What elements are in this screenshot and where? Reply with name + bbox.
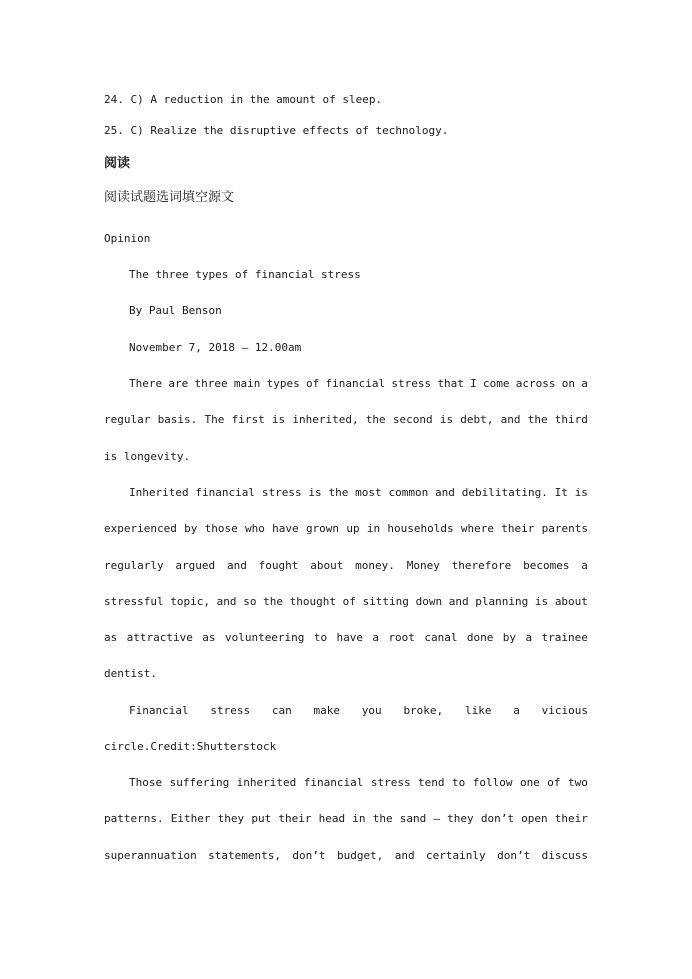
word: I <box>470 377 477 390</box>
word: is <box>574 486 588 499</box>
word: experienced <box>104 522 177 535</box>
word: sitting <box>362 595 409 608</box>
word: and <box>226 559 247 572</box>
word: regular <box>104 413 151 426</box>
word: in <box>366 522 381 535</box>
word: is <box>439 413 454 426</box>
word: inherited <box>236 776 297 789</box>
word: they <box>447 812 474 825</box>
word: stress <box>391 377 432 390</box>
word: Either <box>170 812 211 825</box>
image-caption-credit: circle.Credit:Shutterstock <box>104 740 277 753</box>
word: can <box>271 704 292 717</box>
word: inherited, <box>292 413 359 426</box>
word: on <box>561 377 575 390</box>
word: attractive <box>126 631 193 644</box>
word: and <box>500 413 521 426</box>
word: Those <box>129 776 163 789</box>
word: Money <box>406 559 440 572</box>
word: discuss <box>541 849 588 862</box>
body-line <box>104 812 588 826</box>
word: by <box>184 522 198 535</box>
word: to <box>452 776 466 789</box>
answer-25: 25. C) Realize the disruptive effects of technology. <box>104 124 449 137</box>
word: debt, <box>460 413 494 426</box>
word: across <box>515 377 556 390</box>
word: their <box>278 812 312 825</box>
word: Financial <box>129 704 189 717</box>
word: don’t <box>480 812 514 825</box>
word: types <box>266 377 300 390</box>
word: therefore <box>451 559 512 572</box>
word: the <box>372 812 393 825</box>
word: as <box>104 631 118 644</box>
body-line <box>104 413 588 427</box>
word: volunteering <box>224 631 305 644</box>
word: and <box>216 595 237 608</box>
word: stressful <box>104 595 164 608</box>
word: follow <box>472 776 513 789</box>
word: is <box>308 486 322 499</box>
word: trainee <box>541 631 588 644</box>
word: and <box>448 595 469 608</box>
body-line <box>129 776 588 790</box>
word: main <box>233 377 261 390</box>
word: have <box>272 522 299 535</box>
word: three <box>194 377 228 390</box>
image-caption-line <box>129 704 588 718</box>
word: is <box>534 595 549 608</box>
word: those <box>204 522 238 535</box>
word: stress <box>370 776 411 789</box>
word: budget, <box>336 849 384 862</box>
word: as <box>202 631 216 644</box>
word: It <box>554 486 568 499</box>
word: their <box>501 522 535 535</box>
word: argued <box>175 559 216 572</box>
word: about <box>554 595 588 608</box>
word: canal <box>424 631 458 644</box>
word: are <box>168 377 189 390</box>
word: fought <box>258 559 299 572</box>
word: parents <box>541 522 588 535</box>
answer-24: 24. C) A reduction in the amount of sleep. <box>104 93 383 106</box>
word: don’t <box>497 849 531 862</box>
body-line: dentist. <box>104 667 157 680</box>
word: broke, <box>403 704 444 717</box>
word: and <box>435 486 455 499</box>
word: a <box>372 631 380 644</box>
word: suffering <box>169 776 230 789</box>
body-line <box>129 486 588 500</box>
word: by <box>502 631 517 644</box>
body-line: is longevity. <box>104 450 191 463</box>
word: sand <box>399 812 427 825</box>
word: third <box>554 413 588 426</box>
word: and <box>394 849 415 862</box>
section-heading: 阅读 <box>104 156 131 171</box>
word: financial <box>195 486 256 499</box>
word: two <box>568 776 588 789</box>
word: basis. <box>157 413 198 426</box>
word: the <box>365 413 386 426</box>
word: certainly <box>426 849 486 862</box>
word: first <box>231 413 265 426</box>
word: a <box>513 704 520 717</box>
word: head <box>318 812 346 825</box>
word: come <box>482 377 510 390</box>
body-line <box>104 522 588 536</box>
word: second <box>392 413 433 426</box>
word: thought <box>289 595 336 608</box>
word: vicious <box>541 704 588 717</box>
word: statements, <box>208 849 281 862</box>
word: debilitating. <box>461 486 548 499</box>
word: stress <box>210 704 251 717</box>
word: who <box>245 522 265 535</box>
word: financial <box>325 377 386 390</box>
word: a <box>581 377 588 390</box>
word: the <box>527 413 548 426</box>
word: tend <box>418 776 445 789</box>
word: of <box>547 776 561 789</box>
word: like <box>464 704 492 717</box>
word: superannuation <box>104 849 197 862</box>
article-date: November 7, 2018 — 12.00am <box>129 341 302 354</box>
word: the <box>263 595 283 608</box>
word: of <box>306 377 320 390</box>
word: a <box>581 559 588 572</box>
word: Inherited <box>129 486 189 499</box>
word: open <box>521 812 548 825</box>
word: money. <box>355 559 395 572</box>
word: is <box>271 413 286 426</box>
word: planning <box>475 595 529 608</box>
word: households <box>387 522 454 535</box>
word: so <box>243 595 257 608</box>
word: common <box>388 486 429 499</box>
word: stress <box>261 486 302 499</box>
word: one <box>519 776 540 789</box>
word: to <box>313 631 328 644</box>
word: put <box>251 812 272 825</box>
word: about <box>310 559 344 572</box>
word: most <box>355 486 382 499</box>
word: their <box>554 812 588 825</box>
body-line <box>104 631 588 645</box>
source-heading: 阅读试题选词填空源文 <box>104 190 235 205</box>
body-line <box>104 559 588 573</box>
word: they <box>217 812 245 825</box>
word: becomes <box>523 559 570 572</box>
word: in <box>352 812 366 825</box>
word: don’t <box>292 849 326 862</box>
article-byline: By Paul Benson <box>129 304 222 317</box>
word: regularly <box>104 559 164 572</box>
body-line <box>104 595 588 609</box>
word: you <box>361 704 382 717</box>
word: grown <box>305 522 340 535</box>
word: of <box>342 595 356 608</box>
word: where <box>460 522 494 535</box>
word: root <box>388 631 415 644</box>
body-line <box>129 377 588 391</box>
word: up <box>346 522 360 535</box>
article-title: The three types of financial stress <box>129 268 361 281</box>
word: have <box>336 631 363 644</box>
body-line <box>104 849 588 863</box>
word: down <box>415 595 443 608</box>
word: — <box>433 812 441 825</box>
word: make <box>313 704 341 717</box>
word: that <box>437 377 464 390</box>
word: topic, <box>170 595 211 608</box>
word: the <box>328 486 349 499</box>
category-label: Opinion <box>104 232 151 245</box>
word: a <box>525 631 533 644</box>
word: The <box>204 413 225 426</box>
word: financial <box>303 776 364 789</box>
word: done <box>466 631 494 644</box>
word: patterns. <box>104 812 164 825</box>
word: There <box>129 377 163 390</box>
